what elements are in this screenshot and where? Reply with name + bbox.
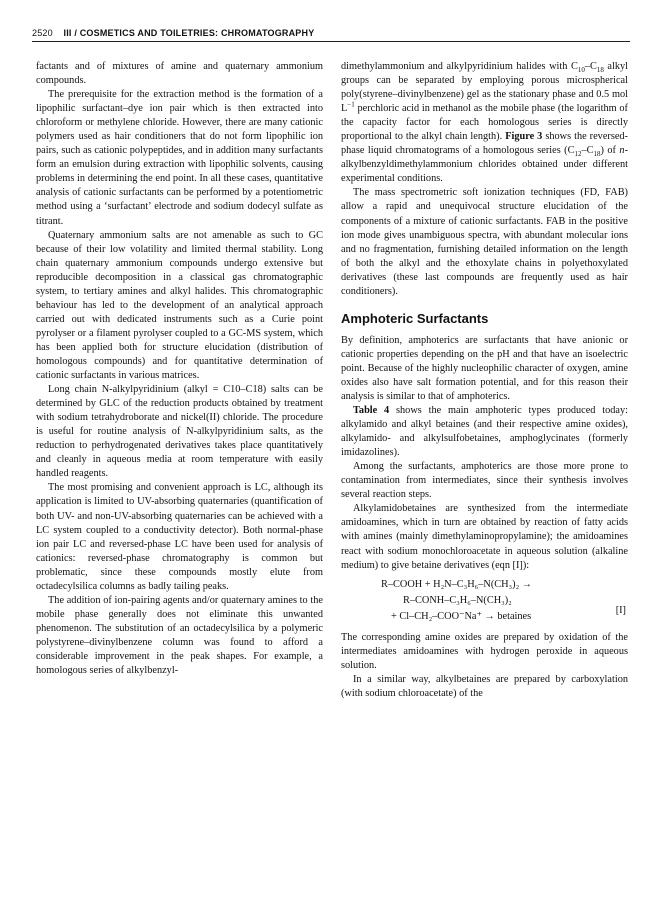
running-title: III / COSMETICS AND TOILETRIES: CHROMATOGRAPHY <box>63 28 315 38</box>
paragraph: Alkylamidobetaines are synthesized from the intermediate amidoamines, which in turn are obtained by reaction of fatty acids with amines (mainly dimethylaminopropylamine); the amidoamines react with sodium monochloroacetate in aqueous solution (alkaline medium) to give betaine derivatives (eqn [I]): <box>341 503 628 571</box>
left-column <box>36 60 323 678</box>
paragraph: The prerequisite for the extraction method is the formation of a lipophilic surfactant–dye ion pair which is then extracted into chloroform or methylene chloride. However, there are many cationic polymers used as hair conditioners that do not form lipophilic ion pairs, such as cationic polypeptides, and in addition many surfactants form an emulsion during extraction with lipophilic solvents, causing problems in determining the end point. In all these cases, quantitative analysis of cationic surfactants can be performed by a potentiometric method using a ‘surfactant’ electrode and sodium dodecyl sulfate as titrant. <box>36 89 323 227</box>
header-rule <box>32 41 630 42</box>
paragraph: Long chain N-alkylpyridinium (alkyl = C10–C18) salts can be determined by GLC of the reduction products obtained by treatment with sodium tetrahydroborate and nickel(II) chloride. The procedure is useful for routine analysis of N-alkylpyridinium salts, as the reduction to perhydrogenated derivatives takes place quantitatively and cleanly in aqueous media at room temperature with easily handled reagents. <box>36 384 323 480</box>
equation-line: R–COOH + H₂N–C₃H₆–N(CH₃)₂ → <box>381 578 533 590</box>
paragraph: The mass spectrometric soft ionization techniques (FD, FAB) allow a rapid and unequivocal structure elucidation of the components of a mixture of cationic surfactants. FAB in the positive ion mode gives unambiguous spectra, with abundant molecular ions and no fragmentation, furnishing detailed information on the length of both the alkyl and the ethoxylate chains in polyethoxylated derivatives (these last compounds are frequently used as hair conditioners). <box>341 187 628 297</box>
paragraph: Quaternary ammonium salts are not amenable as such to GC because of their low volatility and limited thermal stability. Long chain quaternary ammonium compounds undergo extensive but reproducible decomposition in a classical gas chromatographic system, to tertiary amines and alkyl halides. This chromatographic behaviour has led to the development of an analytical approach carried out with dedicated instruments such as a Curie point pyrolyser or a filament pyrolyser coupled to a GC-MS system, which has been applied both for structure elucidation (distribution of homologous compounds) and for quantitative determination of cationic surfactants in various matrices. <box>36 229 323 382</box>
paragraph: dimethylammonium and alkylpyridinium halides with $C_{10}-C_{18}$ alkyl groups can be separated by employing porous microspherical poly(styrene–divinylbenzene) gel as the stationary phase and 0.5 mol $L^{-1}$ perchloric acid in methanol as the mobile phase (the logarithm of the capacity factor for each homologous series is directly proportional to the alkyl chain length). Figure 3 shows the reversed-phase liquid chromatograms of a homologous series $(C_{12}-C_{18})$ of n-alkylbenzyldimethylammonium chlorides obtained under different experimental conditions. <box>341 61 628 185</box>
figure-reference: Figure 3 <box>505 131 543 143</box>
paragraph: factants and of mixtures of amine and quaternary ammonium compounds. <box>36 61 323 87</box>
table-reference: Table 4 <box>353 405 390 417</box>
paragraph: The addition of ion-pairing agents and/or quaternary amines to the mobile phase generally does not eliminate this unwanted phenomenon. The substitution of an octadecylsilica by a polymeric polystyrene–divinylbenzene column was found to afford a considerable improvement in the peak shapes. For example, a homologous series of alkylbenzyl- <box>36 594 323 677</box>
equation-line: + Cl–CH₂–COO⁻Na⁺ → betaines <box>391 610 532 622</box>
page-number: 2520 <box>32 28 53 38</box>
paragraph: In a similar way, alkylbetaines are prepared by carboxylation (with sodium chloroacetate) of the <box>341 673 628 699</box>
right-column <box>341 60 628 701</box>
paragraph: The most promising and convenient approach is LC, although its application is limited to UV-absorbing quaternaries (quantification of both UV- and non-UV-absorbing quaternaries can be achieved with a LC system coupled to a conductivity detector). Both normal-phase ion pair LC and reversed-phase LC have been used for analysis of cationics: reversed-phase chromatography is common but problematic, since these compounds mostly elute from octadecylsilica columns as badly tailing peaks. <box>36 482 323 592</box>
equation-number: [I] <box>615 604 626 616</box>
paragraph: By definition, amphoterics are surfactants that have anionic or cationic properties depending on the pH and that have an isoelectric point. Because of the highly nucleophilic character of oxygen, amine oxides also have salt formation potential, and for this reason their analysis is similar to that of amphoterics. <box>341 334 628 402</box>
equation-I <box>341 577 628 625</box>
paragraph: The corresponding amine oxides are prepared by oxidation of the intermediates amidoamines with hydrogen peroxide in aqueous solution. <box>341 631 628 671</box>
section-heading: Amphoteric Surfactants <box>341 310 489 326</box>
running-header <box>32 28 630 38</box>
paragraph: Among the surfactants, amphoterics are those more prone to contamination from intermediates, since their synthesis involves several reaction steps. <box>341 461 628 501</box>
paragraph: Table 4 shows the main amphoteric types produced today: alkylamido and alkyl betaines (and their respective amine oxides), alkylamido- and alkylsulfobetaines, amphoglycinates (formerly imidazolines). <box>341 405 628 459</box>
equation-line: R–CONH–C₃H₆–N(CH₃)₂ <box>403 594 512 606</box>
